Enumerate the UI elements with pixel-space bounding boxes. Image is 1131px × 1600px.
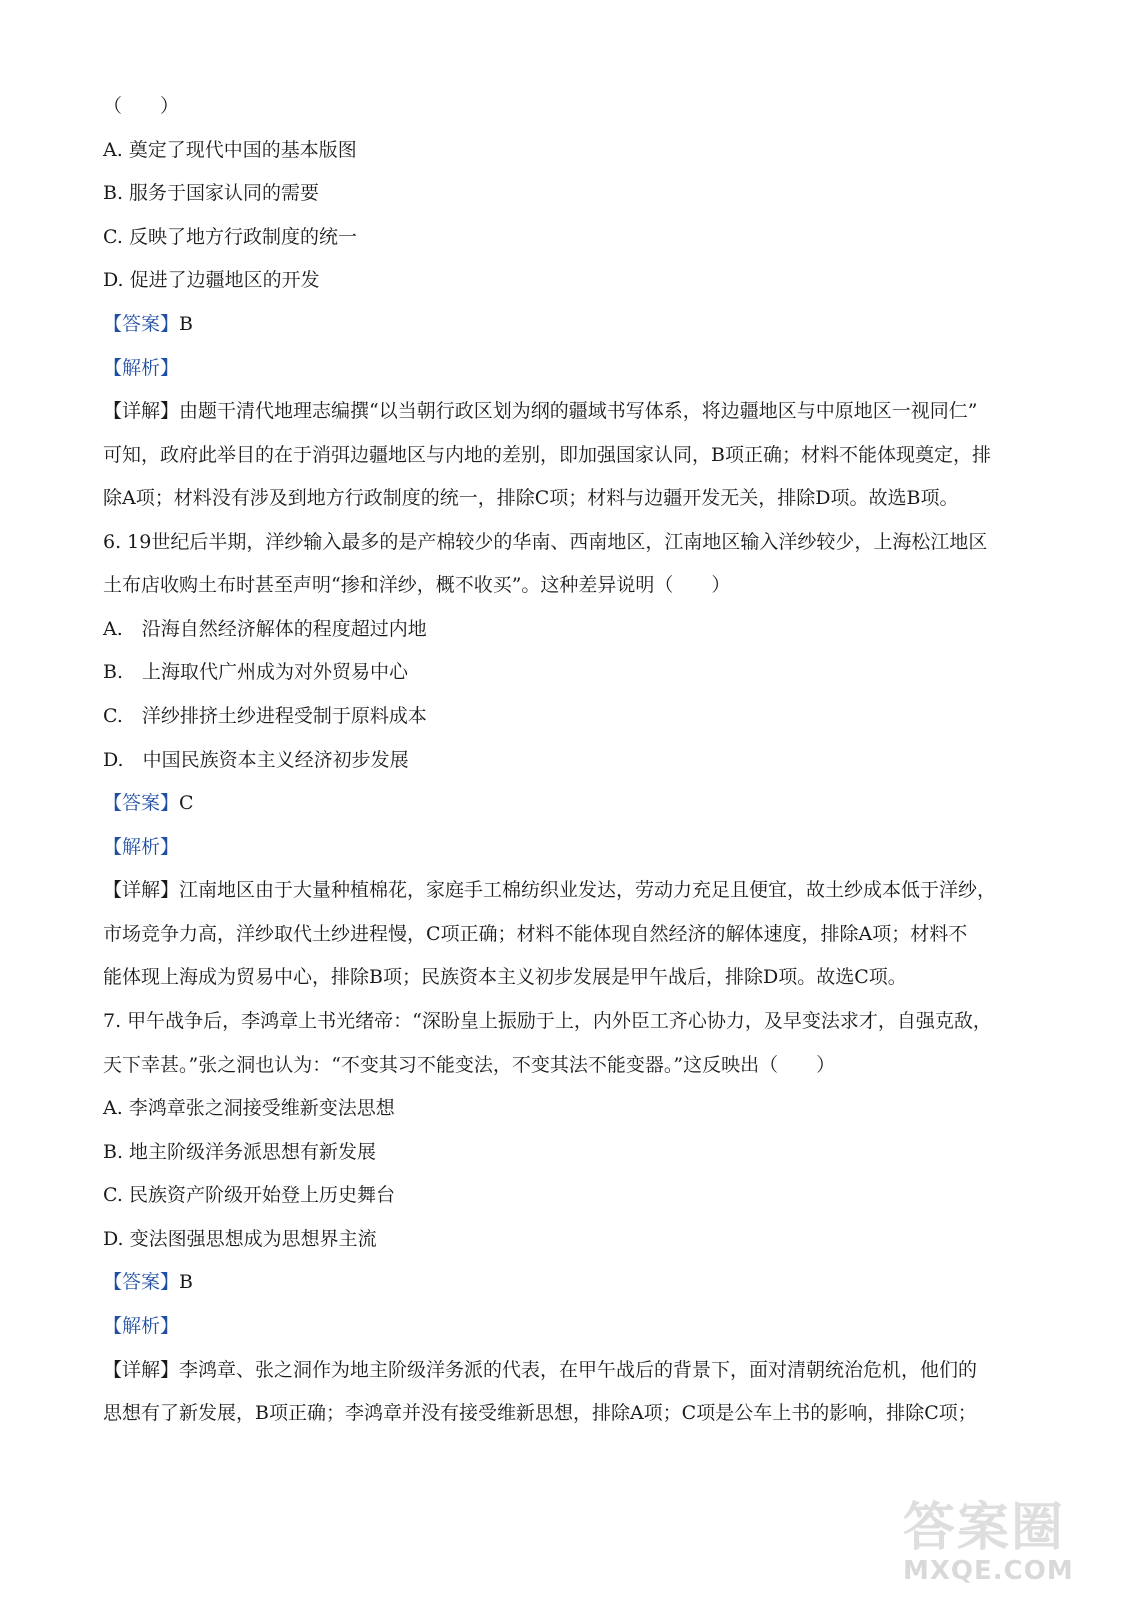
detail-tag: 【详解】: [103, 879, 180, 901]
answer-value: B: [179, 1271, 193, 1293]
detail-text: 除A项；材料没有涉及到地方行政制度的统一，排除C项；材料与边疆开发无关，排除D项。故选B项。: [103, 487, 959, 509]
answer-line: [103, 791, 1023, 815]
answer-line: [103, 1270, 1023, 1294]
watermark-logo-text: 答案圈: [903, 1498, 1066, 1558]
option-c: C. 民族资产阶级开始登上历史舞台: [103, 1184, 395, 1206]
option-b: B. 上海取代广州成为对外贸易中心: [103, 661, 409, 683]
analysis-line: [103, 835, 1023, 859]
analysis-tag: 【解析】: [103, 836, 180, 858]
detail-text: 李鸿章、张之洞作为地主阶级洋务派的代表，在甲午战后的背景下，面对清朝统治危机，他们的: [179, 1359, 978, 1381]
analysis-line: [103, 1314, 1023, 1338]
detail-line: [103, 399, 1023, 423]
detail-tag: 【详解】: [103, 400, 180, 422]
detail-line: [103, 878, 1023, 902]
option-a: A. 沿海自然经济解体的程度超过内地: [103, 618, 427, 640]
answer-line: [103, 312, 1023, 336]
question-bracket: （ ）: [103, 95, 180, 117]
analysis-line: [103, 356, 1023, 380]
answer-value: C: [179, 792, 194, 814]
detail-text: 思想有了新发展，B项正确；李鸿章并没有接受维新思想，排除A项；C项是公车上书的影响，排除C项；: [103, 1402, 977, 1424]
answer-tag: 【答案】: [103, 792, 180, 814]
detail-text: 可知，政府此举目的在于消弭边疆地区与内地的差别，即加强国家认同，B项正确；材料不能体现奠定，排: [103, 444, 991, 466]
answer-tag: 【答案】: [103, 1271, 180, 1293]
question-7-cont: 天下幸甚。”张之洞也认为：“不变其习不能变法，不变其法不能变器。”这反映出（ ）: [103, 1054, 836, 1076]
question-7: 7. 甲午战争后，李鸿章上书光绪帝：“深盼皇上振励于上，内外臣工齐心协力，及早变法求才，自强克敌，: [103, 1010, 992, 1032]
detail-text: 江南地区由于大量种植棉花，家庭手工棉纺织业发达，劳动力充足且便宜，故土纱成本低于洋纱，: [179, 879, 997, 901]
option-d: D. 变法图强思想成为思想界主流: [103, 1228, 377, 1250]
watermark-url: MXQE.COM: [903, 1556, 1074, 1586]
option-b: B. 地主阶级洋务派思想有新发展: [103, 1141, 377, 1163]
detail-line: [103, 1358, 1023, 1382]
analysis-tag: 【解析】: [103, 1315, 180, 1337]
option-a: A. 奠定了现代中国的基本版图: [103, 139, 357, 161]
question-6-cont: 土布店收购土布时甚至声明“掺和洋纱，概不收买”。这种差异说明（ ）: [103, 574, 731, 596]
option-a: A. 李鸿章张之洞接受维新变法思想: [103, 1097, 395, 1119]
option-b: B. 服务于国家认同的需要: [103, 182, 320, 204]
option-d: D. 促进了边疆地区的开发: [103, 269, 320, 291]
watermark-logo: [903, 1498, 1103, 1594]
answer-tag: 【答案】: [103, 313, 180, 335]
detail-text: 市场竞争力高，洋纱取代土纱进程慢，C项正确；材料不能体现自然经济的解体速度，排除A项；材料不: [103, 923, 968, 945]
detail-tag: 【详解】: [103, 1359, 180, 1381]
option-c: C. 反映了地方行政制度的统一: [103, 226, 357, 248]
question-6: 6. 19世纪后半期，洋纱输入最多的是产棉较少的华南、西南地区，江南地区输入洋纱较少，上海松江地区: [103, 531, 988, 553]
answer-value: B: [179, 313, 193, 335]
detail-text: 能体现上海成为贸易中心，排除B项；民族资本主义初步发展是甲午战后，排除D项。故选C项。: [103, 966, 907, 988]
analysis-tag: 【解析】: [103, 357, 180, 379]
option-c: C. 洋纱排挤土纱进程受制于原料成本: [103, 705, 427, 727]
option-d: D. 中国民族资本主义经济初步发展: [103, 749, 409, 771]
detail-text: 由题干清代地理志编撰“以当朝行政区划为纲的疆域书写体系，将边疆地区与中原地区一视同仁”: [179, 400, 978, 422]
